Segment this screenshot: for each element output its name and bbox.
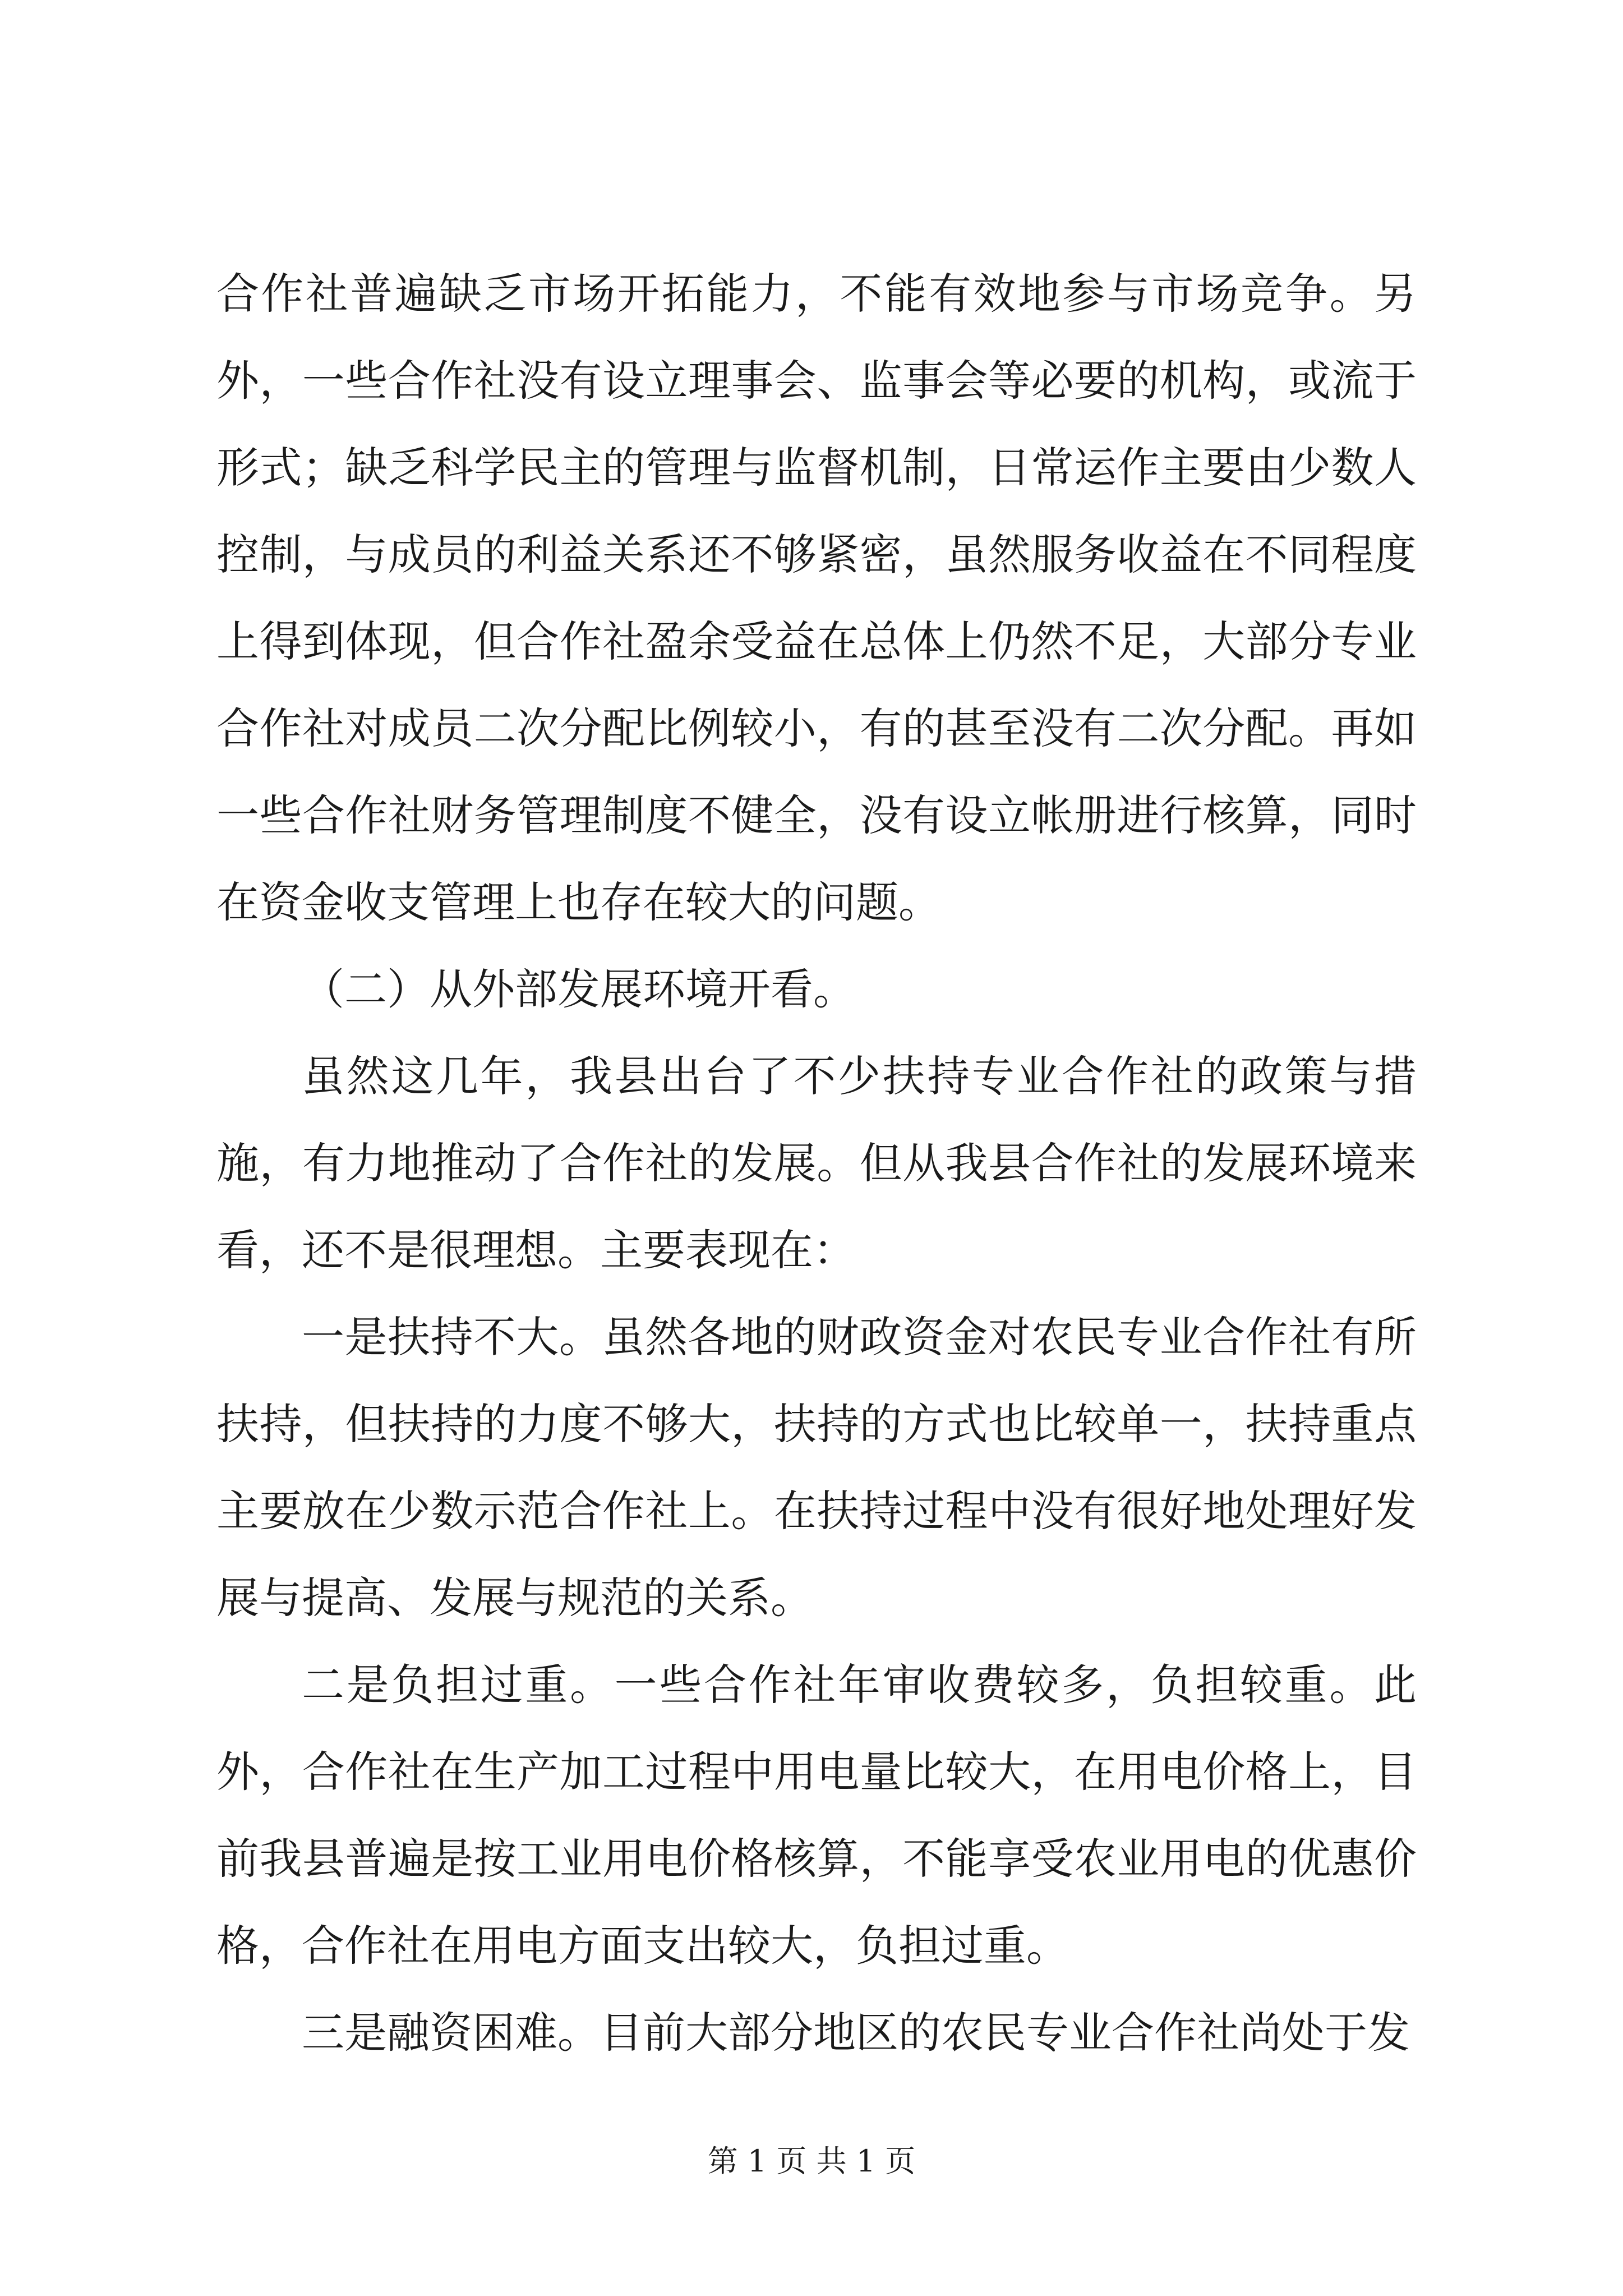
paragraph-point-three: 三是融资困难。目前大部分地区的农民专业合作社尚处于发: [302, 2008, 1410, 2058]
paragraph-continuation: 合作社普遍缺乏市场开拓能力，不能有效地参与市场竞争。另外，一些合作社没有设立理事会、监事会等必要的机构，或流于形式；缺乏科学民主的管理与监督机制，日常运作主要由少数人控制，与成员的利益关系还不够紧密，虽然服务收益在不同程度上得到体现，但合作社盈余受益在总体上仍然不足，大部分专业合作社对成员二次分配比例较小，有的甚至没有二次分配。再如一些合作社财务管理制度不健全，没有设立帐册进行核算，同时在资金收支管理上也存在较大的问题。: [216, 269, 1417, 927]
paragraph-intro: 虽然这几年，我县出台了不少扶持专业合作社的政策与措施，有力地推动了合作社的发展。但从我县合作社的发展环境来看，还不是很理想。主要表现在：: [216, 1051, 1417, 1275]
paragraph-point-two: 二是负担过重。一些合作社年审收费较多，负担较重。此外，合作社在生产加工过程中用电量比较大，在用电价格上，目前我县普遍是按工业用电价格核算，不能享受农业用电的优惠价格，合作社在用电方面支出较大，负担过重。: [216, 1660, 1417, 1971]
paragraph-point-one: 一是扶持不大。虽然各地的财政资金对农民专业合作社有所扶持，但扶持的力度不够大，扶持的方式也比较单一，扶持重点主要放在少数示范合作社上。在扶持过程中没有很好地处理好发展与提高、发展与规范的关系。: [216, 1312, 1417, 1623]
document-body: [216, 250, 1417, 2076]
section-heading: （二）从外部发展环境开看。: [302, 964, 856, 1014]
page-number-label: 第 1 页 共 1 页: [707, 2143, 916, 2179]
page-footer: [0, 2142, 1623, 2181]
